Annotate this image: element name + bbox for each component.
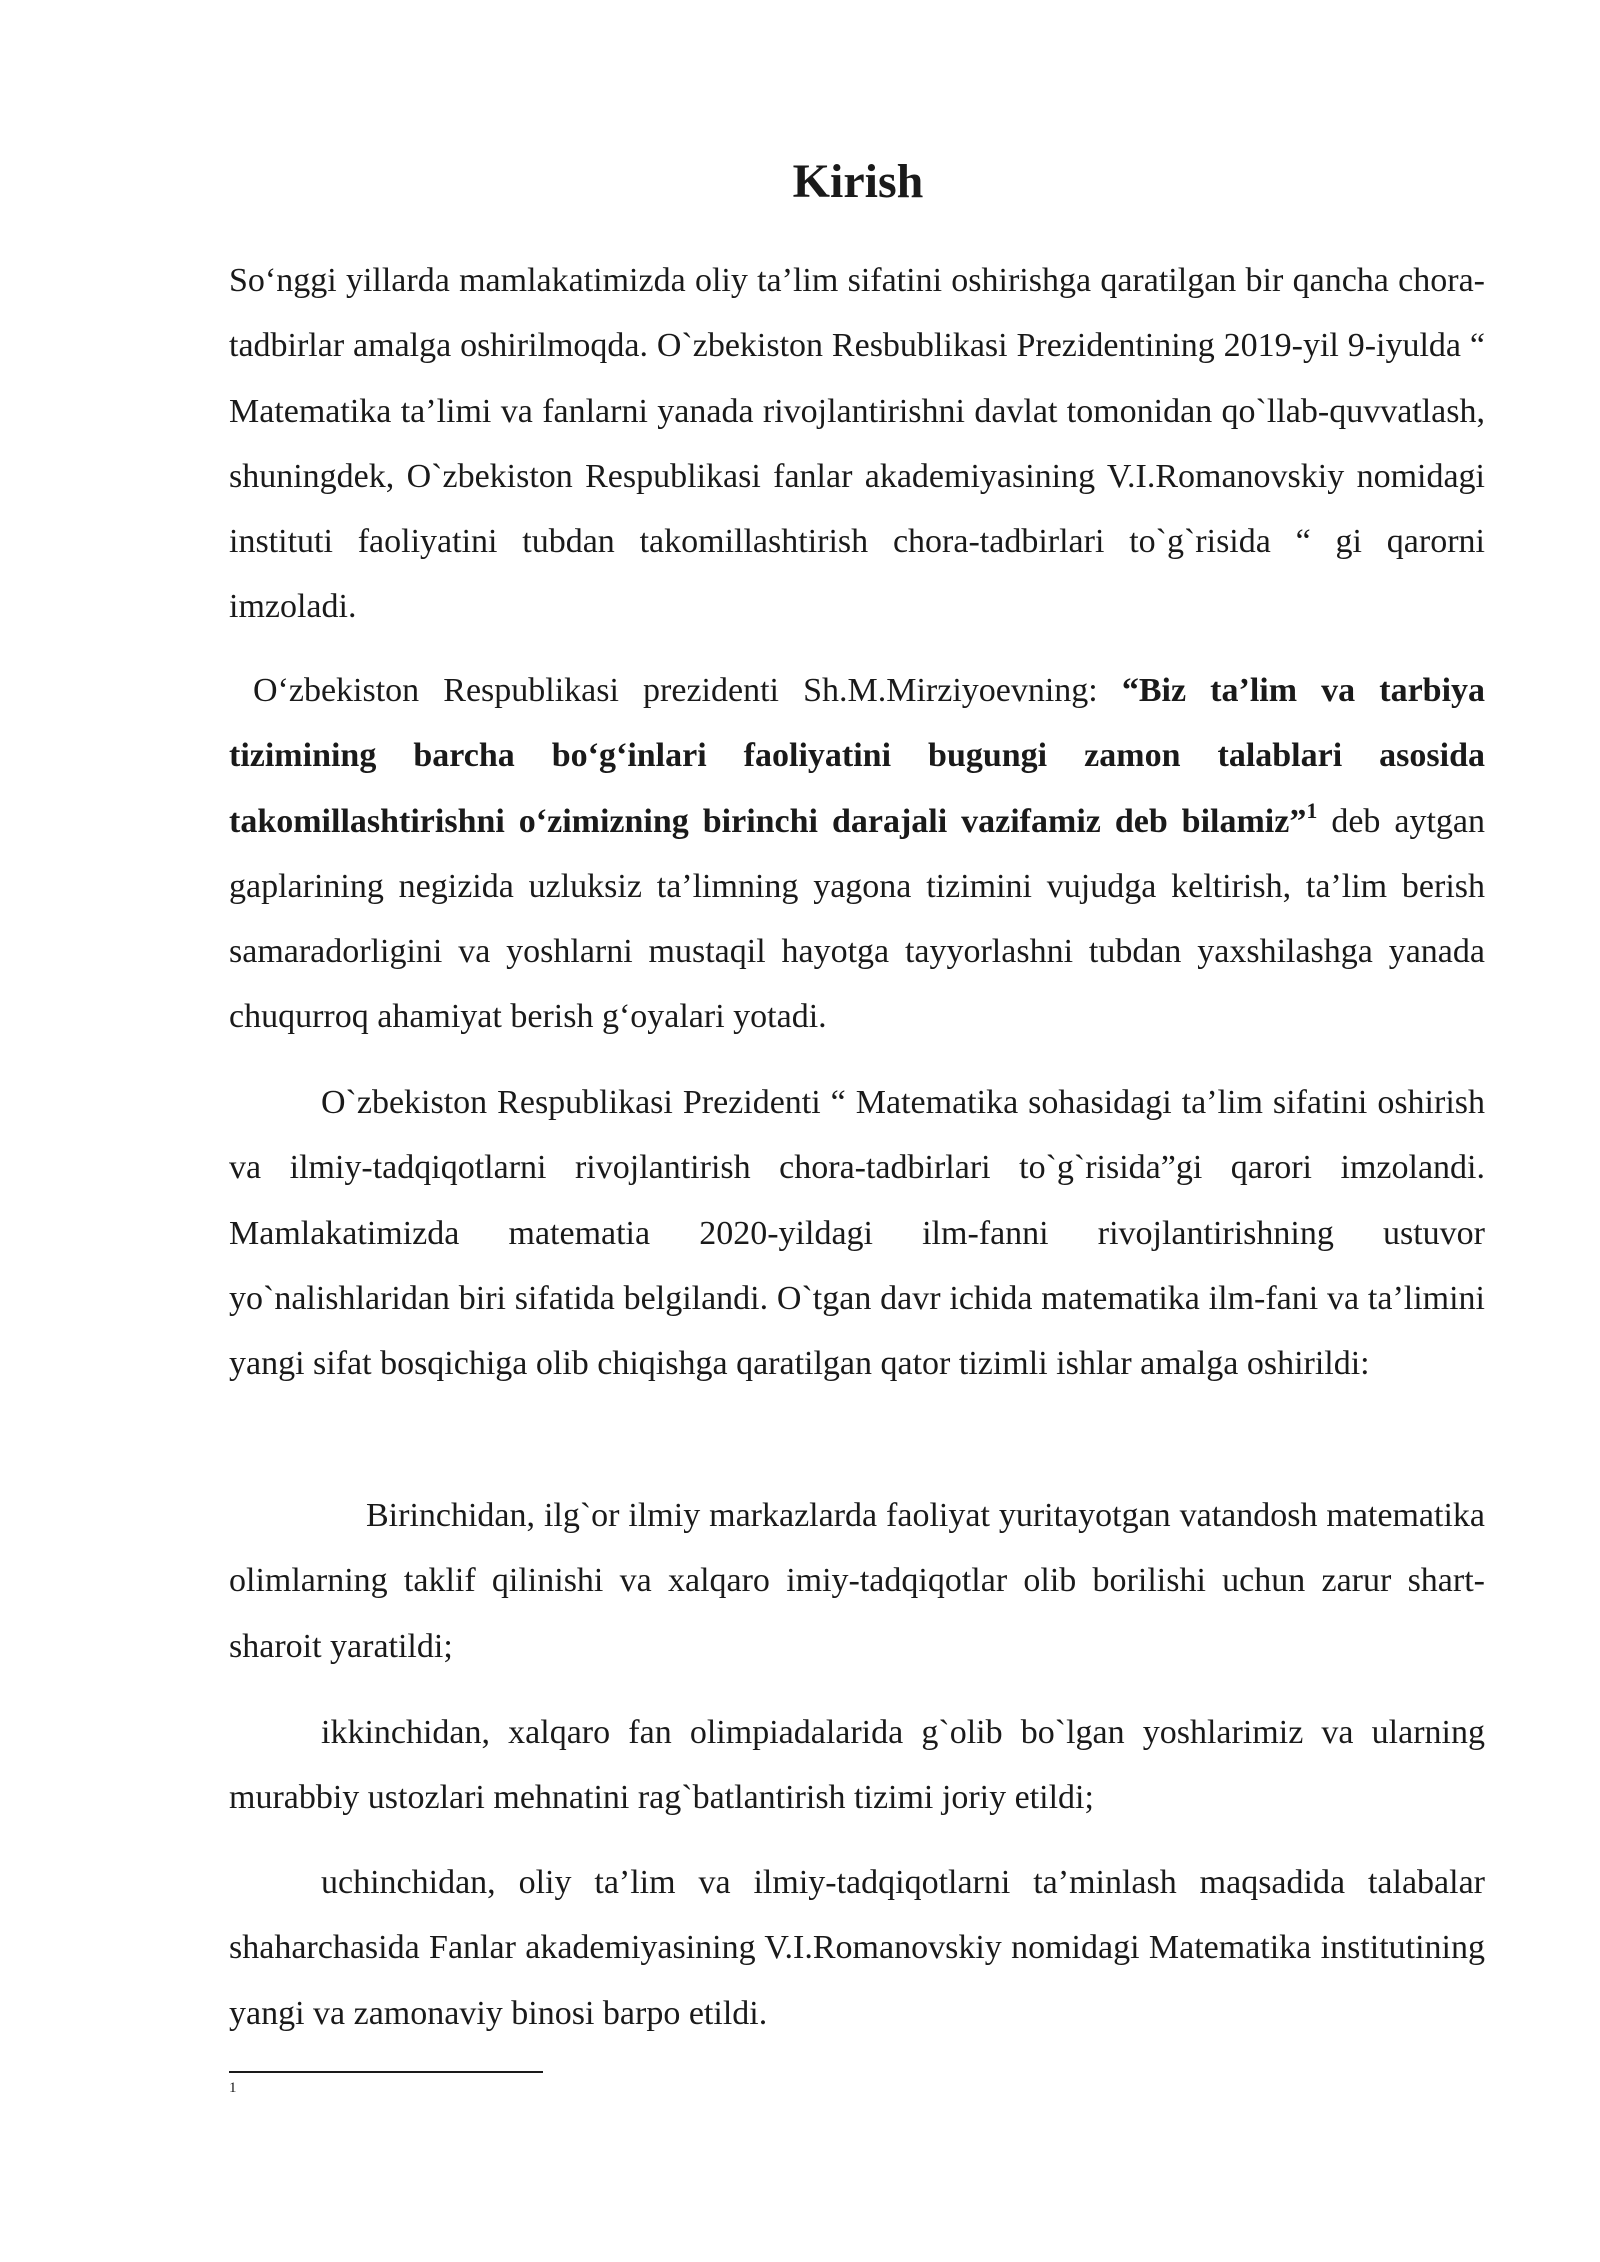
paragraph-president-quote bbox=[229, 658, 1485, 1050]
paragraph-intro: So‘nggi yillarda mamlakatimizda oliy ta’lim sifatini oshirishga qaratilgan bir qancha chora-tadbirlar amalga oshirilmoqda. O`zbekiston Resbublikasi Prezidentining 2019-yil 9-iyulda “ Matematika ta’limi va fanlarni yanada rivojlantirishni davlat tomonidan qo`llab-quvvatlash, shuningdek, O`zbekiston Respublikasi fanlar akademiyasining V.I.Romanovskiy nomidagi instituti faoliyatini tubdan takomillashtirish chora-tadbirlari to`g`risida “ gi qarorni imzoladi. bbox=[229, 262, 1485, 626]
page-title: Kirish bbox=[792, 155, 924, 208]
paragraph-decree: O`zbekiston Respublikasi Prezidenti “ Matematika sohasidagi ta’lim sifatini oshirish va ilmiy-tadqiqotlarni rivojlantirish chora-tadbirlari to`g`risida”gi qarori imzolandi. Mamlakatimizda matematia 2020-yildagi ilm-fanni rivojlantirishning ustuvor yo`nalishlaridan biri sifatida belgilandi. O`tgan davr ichida matematika ilm-fani va ta’limini yangi sifat bosqichiga olib chiqishga qaratilgan qator tizimli ishlar amalga oshirildi: bbox=[229, 1084, 1485, 1383]
footnote-separator bbox=[229, 2071, 543, 2073]
president-quote: “Biz ta’lim va tarbiya tizimining barcha bo‘g‘inlari faoliyatini bugungi zamon talablari asosida takomillashtirishni o‘zimizning birinchi darajali vazifamiz deb bilamiz” bbox=[229, 672, 1486, 840]
paragraph-thirdly: uchinchidan, oliy ta’lim va ilmiy-tadqiqotlarni ta’minlash maqsadida talabalar shaharchasida Fanlar akademiyasining V.I.Romanovskiy nomidagi Matematika institutining yangi va zamonaviy binosi barpo etildi. bbox=[229, 1864, 1485, 2032]
footnote-reference[interactable]: 1 bbox=[1306, 797, 1318, 823]
quote-continuation: deb aytgan gaplarining negizida uzluksiz ta’limning yagona tizimini vujudga keltirish, ta’lim berish samaradorligini va yoshlarni mustaqil hayotga tayyorlashni tubdan yaxshilashga yanada chuqurroq ahamiyat berish g‘oyalari yotadi. bbox=[229, 802, 1486, 1036]
paragraph-firstly: Birinchidan, ilg`or ilmiy markazlarda faoliyat yuritayotgan vatandosh matematika olimlarning taklif qilinishi va xalqaro imiy-tadqiqotlar olib borilishi uchun zarur shart-sharoit yaratildi; bbox=[229, 1497, 1485, 1665]
quote-intro: O‘zbekiston Respublikasi prezidenti Sh.M.Mirziyoevning: bbox=[253, 672, 1122, 709]
paragraph-secondly: ikkinchidan, xalqaro fan olimpiadalarida g`olib bo`lgan yoshlarimiz va ularning murabbiy ustozlari mehnatini rag`batlantirish tizimi joriy etildi; bbox=[229, 1714, 1485, 1817]
footnote-number: 1 bbox=[229, 2080, 237, 2096]
